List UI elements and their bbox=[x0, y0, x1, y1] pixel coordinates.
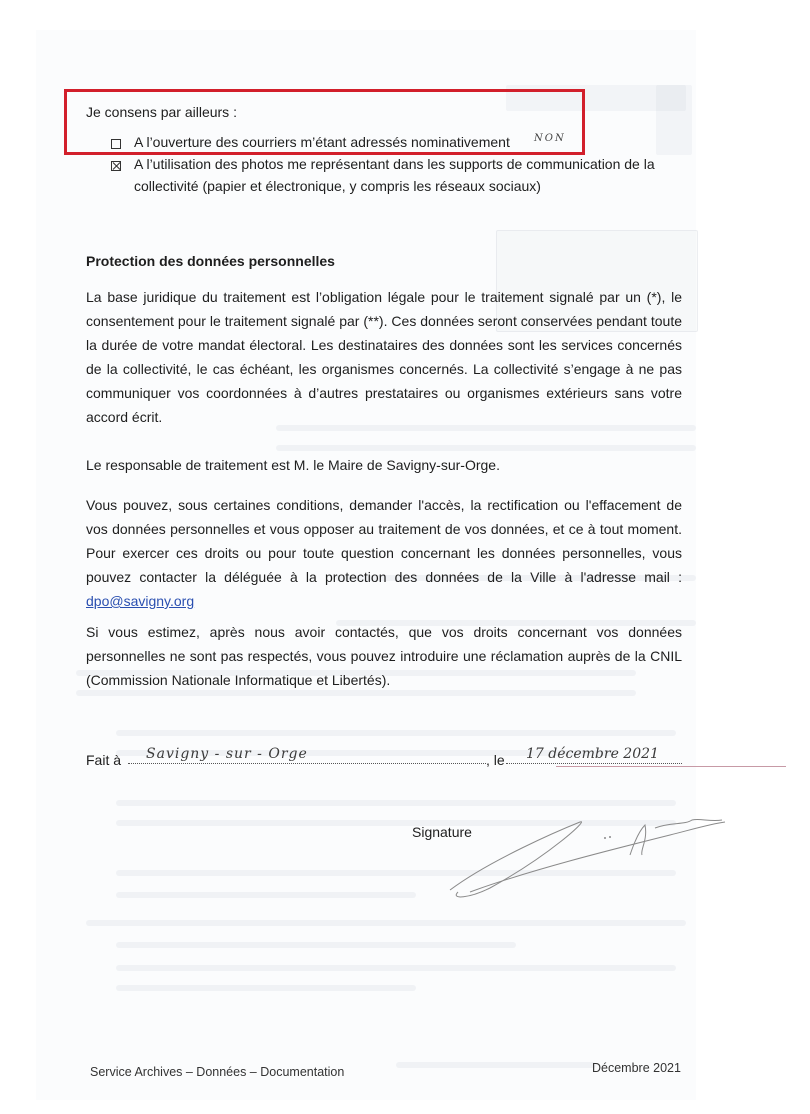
bleed-through-logo bbox=[656, 85, 692, 155]
paragraph-rights-text: Vous pouvez, sous certaines conditions, demander l'accès, la rectification ou l'effacement de vos données personnelles et vous opposer au traitement de vos données, et ce à tout moment. Pour exercer ces droits ou pour toute question concernant les données personnelles, vous pouvez contacter la déléguée à la protection des données de la Ville à l'adresse mail : bbox=[86, 497, 682, 585]
section-title: Protection des données personnelles bbox=[86, 253, 335, 269]
paragraph-legal-basis: La base juridique du traitement est l’obligation légale pour le traitement signalé par un (*), le consentement pour le traitement signalé par (**). Ces données seront conservées pendant toute la durée de votre mandat électoral. Les destinataires des données sont les services concernés de la collectivité, le cas échéant, les organismes concernés. La collectivité s’engage à ne pas communiquer vos coordonnées à d’autres prestataires ou organismes extérieurs sans votre accord écrit. bbox=[86, 289, 682, 425]
checkbox-photo-use[interactable] bbox=[111, 161, 121, 171]
consent-option-open-mail: A l’ouverture des courriers m’étant adressés nominativement bbox=[134, 134, 510, 150]
paragraph-rights bbox=[86, 493, 682, 613]
bleed-through-line bbox=[86, 920, 686, 926]
bleed-through-line bbox=[116, 730, 676, 736]
highlight-box bbox=[64, 89, 585, 155]
bleed-through-line bbox=[116, 892, 416, 898]
dpo-email-link[interactable]: dpo@savigny.org bbox=[86, 593, 195, 609]
paragraph-controller: Le responsable de traitement est M. le Maire de Savigny-sur-Orge. bbox=[86, 457, 500, 473]
handwritten-no-note: NON bbox=[534, 133, 566, 144]
bleed-through-line bbox=[276, 445, 696, 451]
paragraph-complaint: Si vous estimez, après nous avoir contactés, que vos droits concernant vos données personnelles ne sont pas respectés, vous pouvez introduire une réclamation auprès de la CNIL (Commission Nationale Informatique et Libertés). bbox=[86, 624, 682, 688]
bleed-through-line bbox=[116, 942, 516, 948]
place-handwritten: Savigny - sur - Orge bbox=[146, 746, 308, 762]
date-underline bbox=[556, 766, 786, 767]
consent-intro: Je consens par ailleurs : bbox=[86, 104, 237, 120]
bleed-through-line bbox=[396, 1062, 596, 1068]
date-handwritten: 17 décembre 2021 bbox=[526, 746, 659, 762]
signature-label: Signature bbox=[412, 824, 472, 840]
le-label: , le bbox=[486, 752, 505, 768]
handwritten-signature bbox=[430, 810, 730, 910]
fait-label: Fait à bbox=[86, 752, 122, 768]
bleed-through-line bbox=[116, 800, 676, 806]
place-date-row bbox=[86, 748, 686, 774]
footer-service: Service Archives – Données – Documentation bbox=[90, 1065, 345, 1079]
bleed-through-line bbox=[116, 985, 416, 991]
footer-date: Décembre 2021 bbox=[592, 1061, 681, 1075]
bleed-through-line bbox=[116, 965, 676, 971]
consent-option-photo-use: A l’utilisation des photos me représentant dans les supports de communication de la collectivité (papier et électronique, y compris les réseaux sociaux) bbox=[134, 156, 655, 194]
